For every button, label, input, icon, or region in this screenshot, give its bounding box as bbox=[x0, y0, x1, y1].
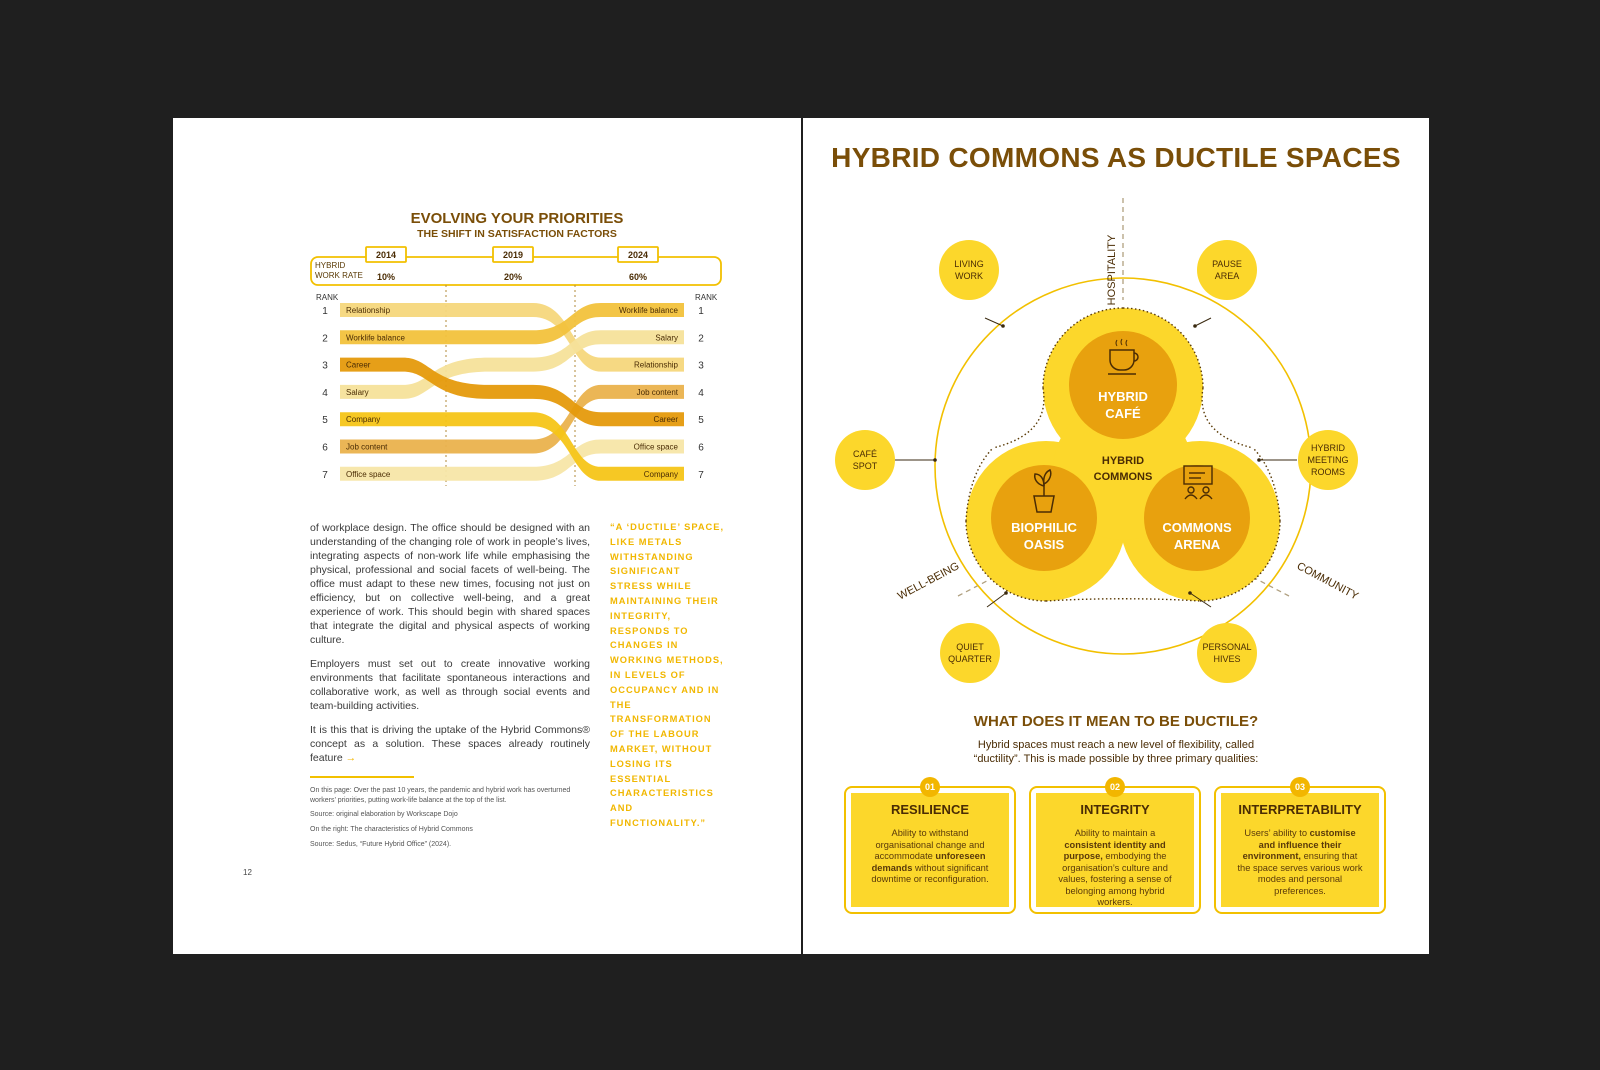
year-label: 2019 bbox=[502, 250, 524, 260]
label-2024: Salary bbox=[655, 333, 678, 343]
biophilic-oasis-label: BIOPHILIC bbox=[1011, 520, 1077, 535]
biophilic-oasis-label: OASIS bbox=[1023, 537, 1065, 552]
satellite-circle bbox=[1197, 623, 1257, 683]
ductile-intro-line: “ductility”. This is made possible by three primary qualities: bbox=[973, 753, 1259, 765]
year-label: 2024 bbox=[627, 250, 649, 260]
footnotes bbox=[310, 786, 590, 850]
quality-text: Ability to withstand organisational change and accommodate bbox=[874, 828, 985, 861]
rank-number-right: 3 bbox=[698, 360, 704, 372]
body-paragraph bbox=[310, 723, 590, 765]
community-axis-label: COMMUNITY bbox=[1294, 560, 1361, 603]
footnote: On this page: Over the past 10 years, the pandemic and hybrid work has overturned workers’ priorities, putting work-life balance at the top of the list. bbox=[310, 787, 571, 804]
quality-text: without significant downtime or reconfiguration. bbox=[871, 862, 989, 884]
body-paragraph-text: It is this that is driving the uptake of the Hybrid Commons® concept as a solution. These spaces already routinely feature bbox=[310, 724, 590, 764]
body-paragraph: of workplace design. The office should be designed with an understanding of the changing role of work in people’s lives, integrating aspects of non-work life while emphasising the physical, professional and social facets of well-being. The office must adapt to these new times, focusing not just on efficiency, but on collective well-being, and a great experience of work. This should begin with shared spaces that integrate the digital and physical aspects of working culture. bbox=[310, 522, 590, 646]
rank-label-right: RANK bbox=[695, 293, 718, 302]
hybrid-cafe-label: CAFÉ bbox=[1105, 406, 1141, 421]
satellite-label: CAFÉ bbox=[852, 449, 878, 459]
rank-number-right: 7 bbox=[698, 469, 704, 481]
rank-number-right: 6 bbox=[698, 442, 704, 454]
satellite-label: HIVES bbox=[1213, 654, 1241, 664]
commons-arena-circle bbox=[1144, 465, 1250, 571]
hybrid-cafe-circle bbox=[1069, 331, 1177, 439]
rank-number-right: 4 bbox=[698, 387, 704, 399]
work-rate-value: 10% bbox=[376, 272, 396, 282]
satellite-label: HYBRID bbox=[1310, 443, 1346, 453]
satellite-label: QUIET bbox=[956, 642, 984, 652]
label-2014: Relationship bbox=[346, 306, 391, 315]
quality-title: INTEGRITY bbox=[1080, 802, 1150, 817]
work-rate-value: 60% bbox=[628, 272, 648, 282]
work-rate-label: WORK RATE bbox=[315, 271, 363, 280]
label-2014: Office space bbox=[346, 469, 391, 479]
satellite-label: AREA bbox=[1214, 271, 1240, 281]
satellite-label: QUARTER bbox=[948, 654, 992, 664]
page-title: HYBRID COMMONS AS DUCTILE SPACES bbox=[831, 142, 1401, 173]
label-2014: Company bbox=[346, 415, 381, 425]
connector-dot bbox=[1257, 458, 1261, 462]
label-2014: Career bbox=[346, 360, 371, 370]
satellite-label: PERSONAL bbox=[1202, 642, 1252, 652]
ductile-intro-line: Hybrid spaces must reach a new level of flexibility, called bbox=[977, 739, 1255, 751]
rank-number-left: 1 bbox=[322, 306, 328, 317]
footnote: On the right: The characteristics of Hybrid Commons bbox=[310, 826, 473, 833]
satellite-connector bbox=[985, 318, 1003, 326]
label-2014: Job content bbox=[346, 442, 388, 452]
footnote: Source: original elaboration by Workscape Dojo bbox=[310, 811, 458, 818]
quality-text-bold: consistent identity and purpose, bbox=[1063, 839, 1166, 861]
connector-dot bbox=[1193, 324, 1197, 328]
satellite-circle bbox=[940, 623, 1000, 683]
quality-description bbox=[1236, 828, 1364, 897]
satellite-label: PAUSE bbox=[1212, 259, 1242, 269]
satellite-connector bbox=[1195, 318, 1211, 326]
rank-number-left: 5 bbox=[322, 415, 328, 427]
quality-text-bold: customise and influence their environment, bbox=[1242, 828, 1356, 861]
quality-description bbox=[1051, 828, 1179, 909]
priorities-bump-chart bbox=[173, 118, 801, 498]
satellite-label: SPOT bbox=[852, 461, 878, 471]
quality-number-badge: 01 bbox=[920, 777, 940, 797]
chart-subtitle: THE SHIFT IN SATISFACTION FACTORS bbox=[417, 228, 617, 240]
commons-arena-label: COMMONS bbox=[1162, 520, 1232, 535]
hybrid-label: HYBRID bbox=[315, 261, 346, 270]
connector-dot bbox=[1004, 591, 1008, 595]
quality-text: Ability to maintain a bbox=[1074, 828, 1156, 838]
quality-card bbox=[1214, 782, 1386, 914]
satellite-label: ROOMS bbox=[1310, 467, 1346, 477]
rank-number-right: 5 bbox=[698, 415, 704, 427]
rank-number-left: 7 bbox=[322, 469, 328, 481]
satellite-circle bbox=[835, 430, 895, 490]
hybrid-commons-center-label: HYBRID bbox=[1101, 455, 1145, 467]
ductile-intro bbox=[803, 738, 1429, 766]
quality-title: RESILIENCE bbox=[890, 802, 969, 817]
label-2024: Office space bbox=[633, 442, 678, 452]
quality-card bbox=[844, 782, 1016, 914]
rank-number-left: 4 bbox=[322, 387, 328, 399]
body-text bbox=[310, 521, 590, 765]
connector-dot bbox=[933, 458, 937, 462]
body-paragraph: Employers must set out to create innovative working environments that facilitate spontaneous interactions and collaborative work, as well as through social events and team-building activities. bbox=[310, 658, 590, 712]
satellite-label: LIVING bbox=[954, 259, 984, 269]
label-2024: Company bbox=[643, 469, 678, 479]
satellite-label: WORK bbox=[955, 271, 983, 281]
ductile-question: WHAT DOES IT MEAN TO BE DUCTILE? bbox=[973, 713, 1259, 730]
satellite-circle bbox=[1197, 240, 1257, 300]
quality-number-badge: 03 bbox=[1290, 777, 1310, 797]
quality-description bbox=[866, 828, 994, 886]
page-number: 12 bbox=[243, 868, 252, 877]
quality-title: INTERPRETABILITY bbox=[1238, 802, 1362, 817]
left-page bbox=[173, 118, 801, 954]
commons-arena-label: ARENA bbox=[1173, 537, 1221, 552]
quality-text-bold: unforeseen demands bbox=[871, 851, 986, 873]
hybrid-commons-center-label: COMMONS bbox=[1093, 471, 1153, 483]
pull-quote: “A ‘DUCTILE’ SPACE, LIKE METALS WITHSTANDING SIGNIFICANT STRESS WHILE MAINTAINING THEIR INTEGRITY, RESPONDS TO CHANGES IN WORKING METHODS, IN LEVELS OF OCCUPANCY AND IN THE TRANSFORMATION OF THE LABOUR MARKET, WITHOUT LOSING ITS ESSENTIAL CHARACTERISTICS AND FUNCTIONALITY.” bbox=[610, 522, 725, 828]
footnote: Source: Sedus, “Future Hybrid Office” (2024). bbox=[310, 841, 452, 848]
label-2024: Worklife balance bbox=[619, 306, 678, 315]
rank-number-right: 1 bbox=[698, 306, 704, 317]
satellite-label: MEETING bbox=[1307, 455, 1349, 465]
label-2014: Worklife balance bbox=[346, 333, 405, 343]
right-page bbox=[803, 118, 1429, 954]
label-2024: Job content bbox=[636, 387, 678, 397]
rank-number-left: 3 bbox=[322, 360, 328, 372]
quality-card bbox=[1029, 782, 1201, 914]
chart-title: EVOLVING YOUR PRIORITIES bbox=[410, 210, 624, 227]
hybrid-commons-diagram bbox=[803, 118, 1429, 718]
rank-number-right: 2 bbox=[698, 333, 704, 345]
label-2014: Salary bbox=[346, 387, 369, 397]
quality-number-badge: 02 bbox=[1105, 777, 1125, 797]
work-rate-value: 20% bbox=[503, 272, 523, 282]
label-2024: Relationship bbox=[633, 360, 678, 370]
rank-number-left: 6 bbox=[322, 442, 328, 454]
continue-arrow-icon: → bbox=[345, 752, 357, 764]
quality-text: Users’ ability to bbox=[1244, 828, 1310, 838]
satellite-circle bbox=[939, 240, 999, 300]
footnote-rule bbox=[310, 776, 414, 778]
connector-dot bbox=[1188, 591, 1192, 595]
rank-number-left: 2 bbox=[322, 333, 328, 345]
quality-text: ensuring that the space serves various work modes and personal preferences. bbox=[1237, 851, 1363, 896]
hospitality-axis-label: HOSPITALITY bbox=[1106, 234, 1118, 306]
rank-label-left: RANK bbox=[316, 293, 339, 302]
quality-text: embodying the organisation’s culture and values, fostering a sense of belonging among hybrid workers. bbox=[1058, 851, 1172, 907]
hybrid-cafe-label: HYBRID bbox=[1098, 389, 1148, 404]
year-label: 2014 bbox=[375, 250, 397, 260]
label-2024: Career bbox=[653, 415, 678, 425]
connector-dot bbox=[1001, 324, 1005, 328]
well-being-axis-label: WELL-BEING bbox=[895, 560, 962, 603]
